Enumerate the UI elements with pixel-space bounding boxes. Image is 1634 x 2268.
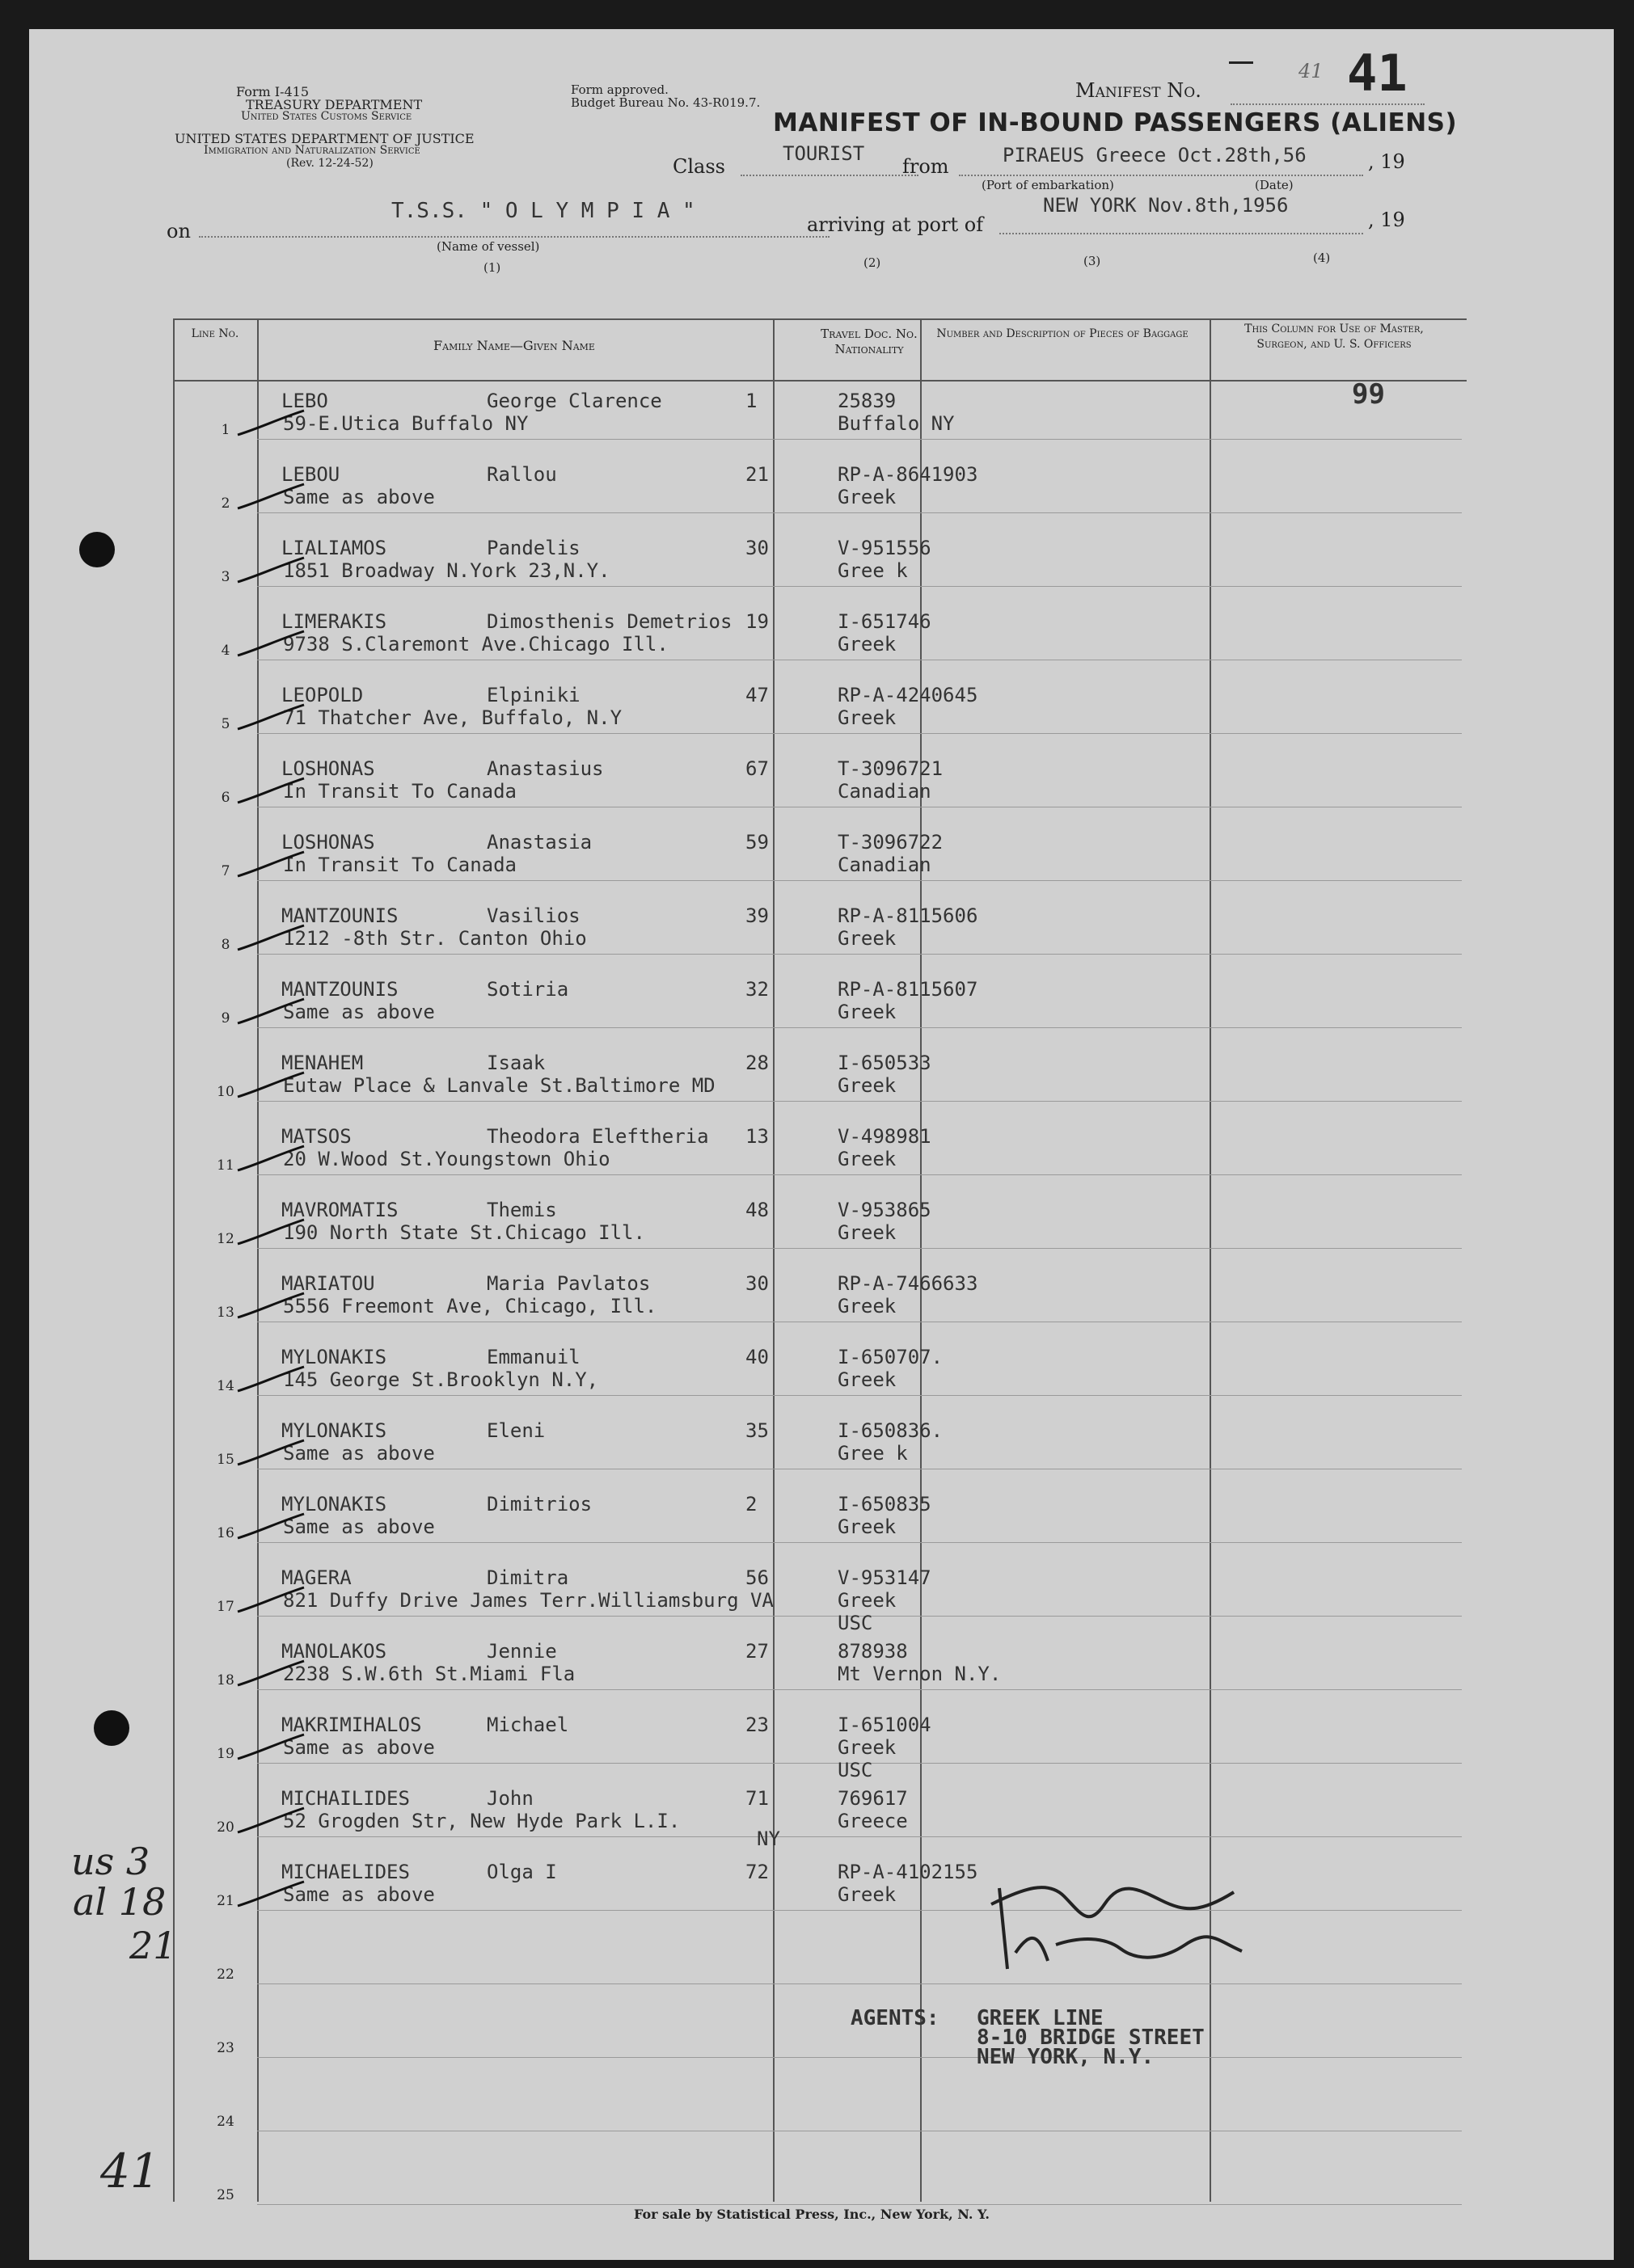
family-name: MICHAELIDES <box>281 1861 410 1883</box>
row-rule <box>257 733 1462 734</box>
line-number: 4 <box>221 643 230 659</box>
agents-label: AGENTS: <box>851 2006 939 2030</box>
age: 2 <box>745 1493 758 1516</box>
row-rule <box>257 1542 1462 1543</box>
address: 1212 -8th Str. Canton Ohio <box>283 927 587 950</box>
family-name: MATSOS <box>281 1125 352 1148</box>
travel-doc-no: RP-A-4240645 <box>838 684 978 706</box>
address: 9738 S.Claremont Ave.Chicago Ill. <box>283 633 669 656</box>
line-number: 19 <box>217 1746 234 1762</box>
col-num-3: (3) <box>1083 254 1101 268</box>
address: 5556 Freemont Ave, Chicago, Ill. <box>283 1295 657 1317</box>
nationality: Greek <box>838 1368 897 1391</box>
age: 35 <box>745 1419 769 1442</box>
line-number: 8 <box>221 937 230 953</box>
form-approved: Form approved. <box>571 82 669 97</box>
col-header-officers: This Column for Use of Master, Surgeon, and U. S. Officers <box>1244 322 1424 351</box>
travel-doc-no: RP-A-8115607 <box>838 978 978 1001</box>
on-label: on <box>167 220 191 242</box>
family-name: MANTZOUNIS <box>281 978 399 1001</box>
row-rule <box>257 439 1462 440</box>
manifest-no-line <box>1231 103 1425 105</box>
row-rule <box>257 880 1462 881</box>
given-name: Elpiniki <box>487 684 581 706</box>
dept-treasury: TREASURY DEPARTMENT <box>246 97 423 112</box>
age: 1 <box>745 390 758 412</box>
check-mark <box>234 1731 307 1764</box>
address: Same as above <box>283 486 435 508</box>
given-name: Isaak <box>487 1052 546 1074</box>
age: 40 <box>745 1346 769 1368</box>
col-header-name: Family Name—Given Name <box>433 338 595 353</box>
col-num-1: (1) <box>483 260 501 275</box>
nationality: Buffalo NY <box>838 412 955 435</box>
agents-line-3: NEW YORK, N.Y. <box>977 2045 1155 2069</box>
line-number: 13 <box>217 1305 234 1321</box>
age: 19 <box>745 610 769 633</box>
address: 59-E.Utica Buffalo NY <box>283 412 529 435</box>
status-note: USC <box>838 1612 873 1634</box>
address: 190 North State St.Chicago Ill. <box>283 1221 645 1244</box>
given-name: Pandelis <box>487 537 581 559</box>
vessel-line <box>199 236 830 238</box>
address: In Transit To Canada <box>283 780 517 803</box>
row-rule <box>257 586 1462 587</box>
check-mark <box>234 1437 307 1469</box>
year-suffix-1: , 19 <box>1368 150 1405 173</box>
family-name: MICHAILIDES <box>281 1787 410 1810</box>
travel-doc-no: V-951556 <box>838 537 931 559</box>
address: Eutaw Place & Lanvale St.Baltimore MD <box>283 1074 716 1097</box>
travel-doc-no: RP-A-4102155 <box>838 1861 978 1883</box>
address: 2238 S.W.6th St.Miami Fla <box>283 1663 576 1685</box>
from-value: PIRAEUS Greece Oct.28th,56 <box>1003 144 1307 167</box>
line-number: 15 <box>217 1452 234 1468</box>
footer-note: For sale by Statistical Press, Inc., New York, N. Y. <box>634 2207 990 2222</box>
travel-doc-no: RP-A-7466633 <box>838 1272 978 1295</box>
manifest-no-label: Manifest No. <box>1075 79 1201 102</box>
given-name: Anastasia <box>487 831 593 854</box>
year-suffix-2: , 19 <box>1368 209 1405 231</box>
check-mark <box>234 1069 307 1102</box>
nationality: Greece <box>838 1810 908 1832</box>
check-mark <box>234 1364 307 1396</box>
port-embark-caption: (Port of embarkation) <box>982 178 1114 192</box>
from-line <box>959 175 1363 176</box>
nationality: Greek <box>838 1883 897 1906</box>
line-number: 11 <box>217 1157 234 1174</box>
nationality: Greek <box>838 1221 897 1244</box>
given-name: Rallou <box>487 463 557 486</box>
travel-doc-no: I-650835 <box>838 1493 931 1516</box>
check-mark <box>234 1584 307 1617</box>
given-name: Dimitra <box>487 1566 569 1589</box>
age: 23 <box>745 1714 769 1736</box>
row-rule <box>257 1027 1462 1028</box>
row-rule <box>257 1395 1462 1396</box>
address: Same as above <box>283 1883 435 1906</box>
check-mark <box>234 1216 307 1249</box>
agents-line-2: 8-10 BRIDGE STREET <box>977 2026 1205 2050</box>
nationality: Gree k <box>838 1442 908 1465</box>
nationality: Greek <box>838 486 897 508</box>
line-number: 3 <box>221 569 230 585</box>
family-name: MANTZOUNIS <box>281 904 399 927</box>
nationality: Greek <box>838 1148 897 1170</box>
given-name: Vasilios <box>487 904 581 927</box>
family-name: MYLONAKIS <box>281 1493 387 1516</box>
line-number: 21 <box>217 1893 234 1909</box>
row-rule <box>257 1101 1462 1102</box>
manifest-no-pencil: 41 <box>1298 60 1324 82</box>
check-mark <box>234 1290 307 1322</box>
line-number: 10 <box>217 1084 234 1100</box>
age: 39 <box>745 904 769 927</box>
punch-hole <box>79 532 115 567</box>
given-name: John <box>487 1787 534 1810</box>
line-number: 17 <box>217 1599 234 1615</box>
age: 56 <box>745 1566 769 1589</box>
row-rule <box>257 1248 1462 1249</box>
travel-doc-no: RP-A-8115606 <box>838 904 978 927</box>
date-caption: (Date) <box>1255 178 1294 192</box>
nationality: Canadian <box>838 854 931 876</box>
manifest-title: MANIFEST OF IN-BOUND PASSENGERS (ALIENS) <box>773 108 1458 137</box>
age: 30 <box>745 537 769 559</box>
address: In Transit To Canada <box>283 854 517 876</box>
address: Same as above <box>283 1736 435 1759</box>
age: 48 <box>745 1199 769 1221</box>
travel-doc-no: I-650533 <box>838 1052 931 1074</box>
given-name: Sotiria <box>487 978 569 1001</box>
line-number: 24 <box>217 2114 234 2130</box>
arrival-value: NEW YORK Nov.8th,1956 <box>1043 194 1289 217</box>
table-left-border <box>173 318 175 2202</box>
line-number: 20 <box>217 1819 234 1836</box>
line-number: 9 <box>221 1010 230 1027</box>
row-rule <box>257 1689 1462 1690</box>
family-name: LEBOU <box>281 463 340 486</box>
line-number: 16 <box>217 1525 234 1541</box>
punch-hole <box>94 1710 129 1746</box>
address: 20 W.Wood St.Youngstown Ohio <box>283 1148 610 1170</box>
check-mark <box>234 554 307 587</box>
address: 52 Grogden Str, New Hyde Park L.I. <box>283 1810 681 1832</box>
row-rule <box>257 954 1462 955</box>
nationality: Greek <box>838 706 897 729</box>
status-note: USC <box>838 1759 873 1781</box>
address-continuation: NY <box>757 1827 780 1850</box>
check-mark <box>234 702 307 734</box>
travel-doc-no: T-3096722 <box>838 831 944 854</box>
address: 1851 Broadway N.York 23,N.Y. <box>283 559 610 582</box>
given-name: George Clarence <box>487 390 662 412</box>
table-top-border <box>173 318 1467 320</box>
line-number: 22 <box>217 1967 234 1983</box>
margin-page-number: 41 <box>100 2144 160 2198</box>
check-mark <box>234 1878 307 1911</box>
check-mark <box>234 775 307 807</box>
check-mark <box>234 922 307 955</box>
nationality: Greek <box>838 1001 897 1023</box>
age: 32 <box>745 978 769 1001</box>
travel-doc-no: V-953865 <box>838 1199 931 1221</box>
given-name: Maria Pavlatos <box>487 1272 651 1295</box>
class-value: TOURIST <box>783 142 865 165</box>
travel-doc-no: I-651004 <box>838 1714 931 1736</box>
age: 59 <box>745 831 769 854</box>
given-name: Anastasius <box>487 757 604 780</box>
age: 72 <box>745 1861 769 1883</box>
manifest-page <box>29 29 1614 2260</box>
line-number: 7 <box>221 863 230 879</box>
travel-doc-no: V-498981 <box>838 1125 931 1148</box>
check-mark <box>234 1658 307 1690</box>
family-name: MAGERA <box>281 1566 352 1589</box>
given-name: Michael <box>487 1714 569 1736</box>
nationality: Greek <box>838 1516 897 1538</box>
form-revision: (Rev. 12-24-52) <box>286 157 374 170</box>
arriving-label: arriving at port of <box>807 213 984 236</box>
travel-doc-no: 878938 <box>838 1640 908 1663</box>
family-name: MAVROMATIS <box>281 1199 399 1221</box>
nationality: Greek <box>838 927 897 950</box>
nationality: Greek <box>838 1736 897 1759</box>
address: Same as above <box>283 1442 435 1465</box>
class-label: Class <box>673 155 725 178</box>
nationality: Greek <box>838 633 897 656</box>
check-mark <box>234 1143 307 1175</box>
family-name: MYLONAKIS <box>281 1346 387 1368</box>
line-number: 2 <box>221 495 230 512</box>
age: 21 <box>745 463 769 486</box>
line-number: 6 <box>221 790 230 806</box>
col-divider-2 <box>773 318 775 2202</box>
nationality: Greek <box>838 1295 897 1317</box>
age: 28 <box>745 1052 769 1074</box>
travel-doc-no: V-953147 <box>838 1566 931 1589</box>
margin-note-1: us 3 <box>71 1840 150 1883</box>
check-mark <box>234 481 307 513</box>
given-name: Olga I <box>487 1861 557 1883</box>
check-mark <box>234 407 307 440</box>
col-header-line-no: Line No. <box>191 327 239 340</box>
col-divider-1 <box>257 318 259 2202</box>
given-name: Dimitrios <box>487 1493 593 1516</box>
arrival-line <box>999 233 1363 234</box>
nationality: Gree k <box>838 559 908 582</box>
check-mark <box>234 628 307 660</box>
travel-doc-no: T-3096721 <box>838 757 944 780</box>
family-name: MANOLAKOS <box>281 1640 387 1663</box>
line-number: 14 <box>217 1378 234 1394</box>
check-mark <box>234 1805 307 1837</box>
travel-doc-no: I-650836. <box>838 1419 944 1442</box>
table-header-border <box>173 380 1467 382</box>
address: Same as above <box>283 1001 435 1023</box>
line-number: 1 <box>221 422 230 438</box>
check-mark <box>234 996 307 1028</box>
check-mark <box>234 1511 307 1543</box>
col-header-baggage: Number and Description of Pieces of Baggage <box>936 327 1189 340</box>
age: 47 <box>745 684 769 706</box>
nationality: Canadian <box>838 780 931 803</box>
given-name: Jennie <box>487 1640 557 1663</box>
manifest-no-stamp: 41 <box>1347 44 1408 103</box>
form-number: Form I-415 <box>236 84 310 99</box>
address: 145 George St.Brooklyn N.Y, <box>283 1368 599 1391</box>
nationality: Mt Vernon N.Y. <box>838 1663 1002 1685</box>
age: 30 <box>745 1272 769 1295</box>
agents-line-1: GREEK LINE <box>977 2006 1104 2030</box>
given-name: Emmanuil <box>487 1346 581 1368</box>
travel-doc-no: I-650707. <box>838 1346 944 1368</box>
row-rule <box>257 2057 1462 2058</box>
family-name: LOSHONAS <box>281 831 375 854</box>
family-name: MYLONAKIS <box>281 1419 387 1442</box>
line-number: 12 <box>217 1231 234 1247</box>
manifest-dash <box>1229 61 1253 64</box>
dept-immigration: Immigration and Naturalization Service <box>204 144 420 157</box>
given-name: Themis <box>487 1199 557 1221</box>
officer-mark: 99 <box>1352 378 1385 411</box>
family-name: MARIATOU <box>281 1272 375 1295</box>
line-number: 23 <box>217 2040 234 2056</box>
travel-doc-no: I-651746 <box>838 610 931 633</box>
row-rule <box>257 512 1462 513</box>
age: 67 <box>745 757 769 780</box>
family-name: LEOPOLD <box>281 684 364 706</box>
given-name: Eleni <box>487 1419 546 1442</box>
line-number: 18 <box>217 1672 234 1688</box>
class-line <box>741 175 918 176</box>
address: Same as above <box>283 1516 435 1538</box>
age: 13 <box>745 1125 769 1148</box>
travel-doc-no: RP-A-8641903 <box>838 463 978 486</box>
row-rule <box>257 1836 1462 1837</box>
line-number: 25 <box>217 2187 234 2203</box>
margin-note-3: 21 <box>129 1924 177 1967</box>
row-rule <box>257 2204 1462 2205</box>
age: 27 <box>745 1640 769 1663</box>
dept-justice: UNITED STATES DEPARTMENT OF JUSTICE <box>175 131 475 146</box>
check-mark <box>234 849 307 881</box>
address: 821 Duffy Drive James Terr.Williamsburg VA <box>283 1589 774 1612</box>
nationality: Greek <box>838 1589 897 1612</box>
age: 71 <box>745 1787 769 1810</box>
family-name: LEBO <box>281 390 328 412</box>
margin-note-2: al 18 <box>73 1880 167 1924</box>
officer-signature <box>975 1856 1298 2001</box>
col-num-4: (4) <box>1313 251 1331 265</box>
family-name: LIMERAKIS <box>281 610 387 633</box>
vessel-name: T.S.S. " O L Y M P I A " <box>391 199 695 223</box>
family-name: MENAHEM <box>281 1052 364 1074</box>
dept-customs: United States Customs Service <box>241 110 412 123</box>
nationality: Greek <box>838 1074 897 1097</box>
vessel-caption: (Name of vessel) <box>437 239 540 254</box>
family-name: LIALIAMOS <box>281 537 387 559</box>
family-name: MAKRIMIHALOS <box>281 1714 422 1736</box>
line-number: 5 <box>221 716 230 732</box>
travel-doc-no: 769617 <box>838 1787 908 1810</box>
budget-bureau: Budget Bureau No. 43-R019.7. <box>571 95 761 110</box>
col-divider-3 <box>920 318 922 2202</box>
from-label: from <box>902 155 949 178</box>
given-name: Dimosthenis Demetrios <box>487 610 733 633</box>
family-name: LOSHONAS <box>281 757 375 780</box>
given-name: Theodora Eleftheria <box>487 1125 709 1148</box>
travel-doc-no: 25839 <box>838 390 897 412</box>
address: 71 Thatcher Ave, Buffalo, N.Y <box>283 706 623 729</box>
col-header-travel-doc: Travel Doc. No. Nationality <box>821 327 918 356</box>
col-num-2: (2) <box>863 255 881 270</box>
row-rule <box>257 1174 1462 1175</box>
